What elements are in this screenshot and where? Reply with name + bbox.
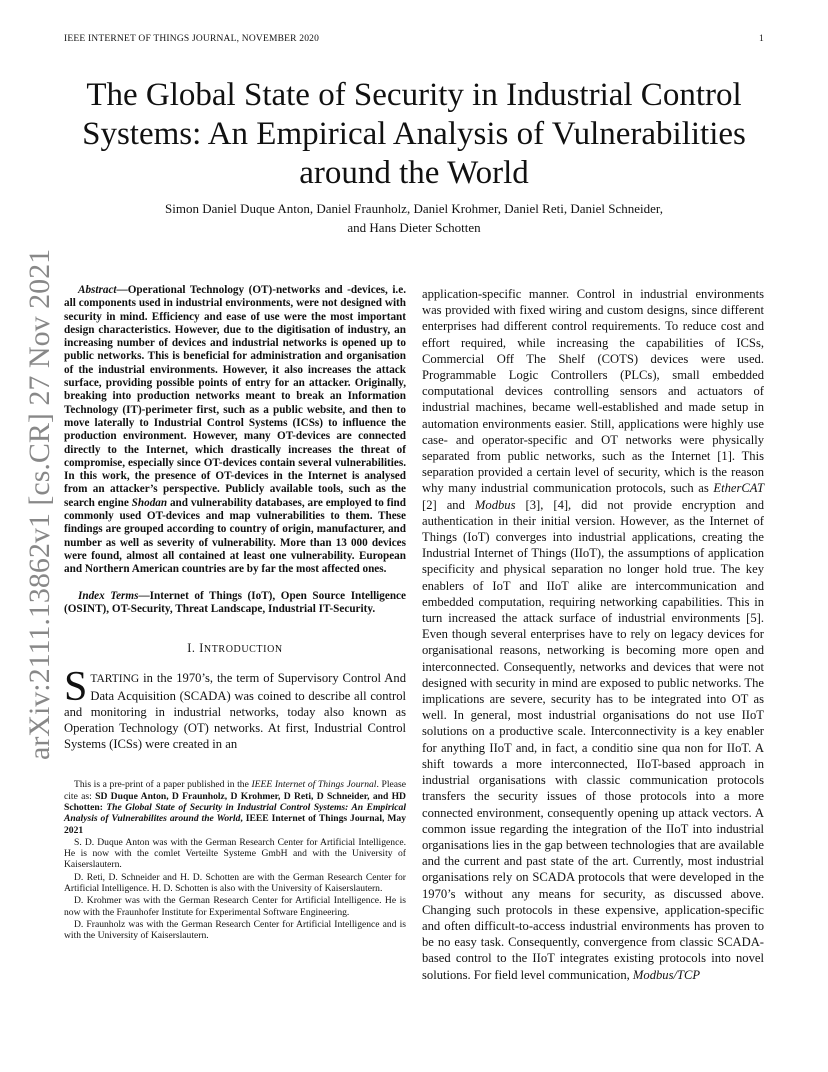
section-rest: NTRODUCTION [203,644,283,656]
index-terms-text: —Internet of Things (IoT), Open Source Intelligence (OSINT), OT-Security, Threat Landscape, Industrial IT-Security. [64,589,406,615]
footnotes [64,779,406,941]
footnote-affiliation: S. D. Duque Anton was with the German Research Center for Artificial Intelligence. He is now with the comlet Verteilte Systeme GmbH and with the University of Kaiserslautern. [64,836,406,871]
intro-paragraph [64,664,406,752]
protocol-name: Modbus/TCP [632,967,701,982]
journal-name: IEEE INTERNET OF THINGS JOURNAL, NOVEMBER 2020 [64,34,320,44]
footnote-cite-title: The Global State of Security in Industrial Control Systems: An Empirical Analysis of Vulnerabilites around the World [64,801,406,825]
protocol-name: EtherCAT [713,481,764,496]
footnote-text: This is a pre-print of a paper published in the [74,779,252,791]
drop-cap: S [64,664,88,711]
body-text: application-specific manner. Control in industrial environments was provided with fixed wiring and custom designs, since different enterprises had different control requirements. To reduce cost and effort required, while increasing the capabilities of ICSs, Commercial Off The Shelf (COTS) devices were used. Programmable Logic Controllers (PLCs), small embedded computational devices controlling sensors and actuators of industrial machines, became well-established and made setup in automation environments easier. Still, applications were highly use case- and operator-specific and OT networks were physically separated from public networks, such as the Internet [1]. This separation provided a certain level of security, which is the reason why many industrial communication protocols, such as [422,287,764,496]
footnote-affiliation: D. Fraunholz was with the German Research Center for Artificial Intelligence and is with the University of Kaiserslautern. [64,918,406,942]
intro-smallcaps: TARTING [90,673,140,686]
body-text: [2] and [422,497,475,512]
body-text: [3], [4], did not provide encryption and authentication in their initial version. However, as the Internet of Things (IoT) converges into industrial applications, creating the Industrial Internet of Things (IIoT), the assumptions of application specificity and physical separation no longer hold true. The key enablers of IoT and IIoT alike are intercommunication and embedded computation, requiring networking capabilities. This in turn increased the attack surface of industrial environments [5]. Even though several enterprises have to rely on legacy devices for organisational reasons, networking is becoming more open and interconnected. Consequently, networks and devices that were not designed with security in mind are exposed to public networks. The implications are severe, security has to be integrated into OT as well. In general, most industrial organisations do not use IIoT solutions on a productive scale. Interconnectivity is a key enabler for anything IIoT and, in fact, a conditio sine qua non for IIoT. A shift towards a more interconnected, IIoT-based approach in industrial organisations with classic communication protocols transfers the security issues of those protocols into a more connected environment, consequently opening up attack vectors. A common issue regarding the integration of the IIoT into industrial organisations lies in the gap between technologies that are available and the current and past state of the art. Currently, most industrial organisations rely on SCADA protocols that were developed in the 1970’s without any means for security, as discussed above. Changing such protocols in these expensive, application-specific and often difficult-to-access industrial environments has proven to be no easy task. Consequently, convergence from classic SCADA-based control to the IIoT integrates existing protocols into novel solutions. For field level communication, [422,497,764,982]
abstract-text: —Operational Technology (OT)-networks and -devices, i.e. all components used in industrial environments, were not designed with security in mind. Efficiency and ease of use were the most important design characteristics. However, due to the digitisation of industry, an increasing number of devices and industrial networks is opened up to public networks. This is beneficial for administration and organisation of the industrial environments. However, it also increases the attack surface, providing possible points of entry for an attacker. Originally, breaking into production networks meant to break an Information Technology (IT)-perimeter first, such as a public website, and then to move laterally to Industrial Control Systems (ICSs) to influence the production environment. However, many OT-devices are connected directly to the Internet, which drastically increases the threat of compromise, especially since OT-devices contain several vulnerabilities. In this work, the presence of OT-devices in the Internet is analysed from an attacker’s perspective. Publicly available tools, such as the search engine [64,284,406,509]
author-list [54,199,774,237]
section-heading-introduction [64,640,406,658]
abstract-lead: Abstract [78,284,117,296]
footnote-affiliation: D. Krohmer was with the German Research Center for Artificial Intelligence. He is now with the Fraunhofer Institute for Experimental Software Engineering. [64,895,406,918]
body-paragraph [422,286,764,983]
arxiv-identifier: arXiv:2111.13862v1 [cs.CR] 27 Nov 2021 [23,248,56,760]
footnote-journal: IEEE Internet of Things Journal [251,779,377,791]
right-column [422,286,764,983]
abstract-text-2: and vulnerability databases, are employed to find commonly used OT-devices and map vulnerabilities to them. These findings are grouped according to country of origin, manufacturer, and number as well as severity of vulnerability. More than 13 000 devices were found, almost all contained at least one vulnerability. European and Northern American countries are by far the most affected ones. [64,496,406,576]
section-numeral: I. [187,641,200,656]
page-number: 1 [759,34,764,44]
author-line-1: Simon Daniel Duque Anton, Daniel Fraunholz, Daniel Krohmer, Daniel Reti, Daniel Schneider, [165,201,663,216]
footnote-cite-authors: SD Duque Anton, D Fraunholz, D Krohmer, D Reti, D Schneider, and HD Schotten: [64,790,406,813]
paper-title: The Global State of Security in Industrial Control Systems: An Empirical Analysis of Vulnerabilities around the World [82,77,746,191]
footnote-citation [64,779,406,835]
section-first-letter: I [199,641,204,656]
protocol-name: Modbus [474,497,516,512]
left-column [64,284,406,943]
footnote-affiliation: D. Reti, D. Schneider and H. D. Schotten are with the German Research Center for Artificial Intelligence. H. D. Schotten is also with the University of Kaiserslautern. [64,871,406,895]
abstract [64,284,406,577]
index-terms-lead: Index Terms [78,589,139,602]
intro-text: in the 1970’s, the term of Supervisory Control And Data Acquisition (SCADA) was coined to describe all control and monitoring in industrial networks, today also known as Operation Technology (OT) networks. At first, Industrial Control Systems (ICSs) were created in an [64,671,406,752]
abstract-shodan: Shodan [131,496,168,509]
footnote-cite-venue: , IEEE Internet of Things Journal, May 2021 [64,813,407,836]
index-terms [64,590,406,617]
footnote-text: . Please cite as: [64,779,407,802]
author-line-2: and Hans Dieter Schotten [347,220,481,235]
